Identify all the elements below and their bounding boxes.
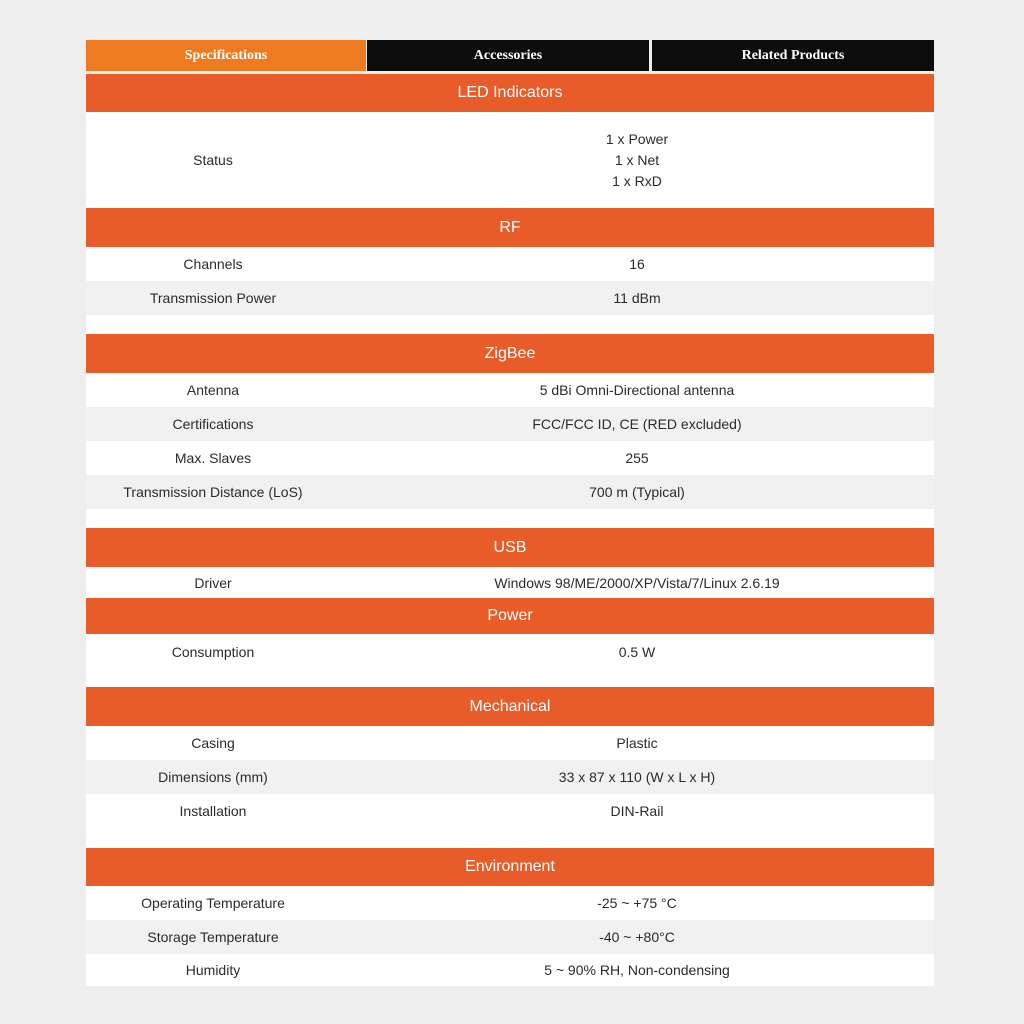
specifications-table bbox=[86, 74, 934, 986]
spec-value: 255 bbox=[625, 450, 649, 466]
status-value-net: 1 x Net bbox=[614, 151, 660, 168]
spec-label: Casing bbox=[191, 735, 235, 751]
spec-row-storage-temperature bbox=[86, 920, 934, 954]
spec-label: Driver bbox=[194, 574, 232, 591]
spec-label: Dimensions (mm) bbox=[158, 769, 268, 785]
spec-value bbox=[340, 112, 934, 208]
section-header-rf: RF bbox=[86, 208, 934, 247]
spec-value: FCC/FCC ID, CE (RED excluded) bbox=[532, 416, 742, 432]
spec-value: Windows 98/ME/2000/XP/Vista/7/Linux 2.6.19 bbox=[494, 574, 780, 591]
spec-row-driver bbox=[86, 567, 934, 598]
spec-row-dimensions bbox=[86, 760, 934, 794]
spec-row-max-slaves bbox=[86, 441, 934, 475]
spec-value: 5 dBi Omni-Directional antenna bbox=[539, 382, 735, 398]
spec-label: Certifications bbox=[172, 416, 254, 432]
section-header-environment: Environment bbox=[86, 848, 934, 886]
section-header-zigbee: ZigBee bbox=[86, 334, 934, 373]
spec-label: Storage Temperature bbox=[147, 929, 279, 945]
spec-label: Antenna bbox=[186, 382, 240, 398]
spec-label: Operating Temperature bbox=[141, 895, 285, 911]
spec-row-consumption bbox=[86, 634, 934, 669]
spec-row-installation bbox=[86, 794, 934, 828]
spec-value: 33 x 87 x 110 (W x L x H) bbox=[558, 769, 716, 785]
spec-value: 11 dBm bbox=[613, 290, 661, 306]
spec-label: Installation bbox=[179, 803, 247, 819]
spec-value: 0.5 W bbox=[618, 643, 656, 660]
spec-label: Transmission Distance (LoS) bbox=[123, 484, 303, 500]
tab-related-products[interactable]: Related Products bbox=[652, 40, 934, 71]
section-header-led-indicators: LED Indicators bbox=[86, 74, 934, 112]
spec-value: DIN-Rail bbox=[610, 803, 664, 819]
spec-label: Humidity bbox=[185, 962, 241, 978]
spec-label: Channels bbox=[183, 256, 243, 272]
spec-row-transmission-power bbox=[86, 281, 934, 315]
spec-row-casing bbox=[86, 726, 934, 760]
spec-value: -25 ~ +75 °C bbox=[597, 895, 677, 911]
spec-row-certifications bbox=[86, 407, 934, 441]
spec-label: Transmission Power bbox=[149, 290, 277, 306]
spec-row-operating-temperature bbox=[86, 886, 934, 920]
section-header-power: Power bbox=[86, 598, 934, 634]
spec-label: Status bbox=[193, 152, 233, 168]
spec-label: Max. Slaves bbox=[174, 450, 252, 466]
spec-row-antenna bbox=[86, 373, 934, 407]
status-value-rxd: 1 x RxD bbox=[612, 172, 662, 189]
status-value-power: 1 x Power bbox=[605, 130, 669, 147]
spec-label: Consumption bbox=[171, 643, 255, 660]
spec-row-humidity bbox=[86, 954, 934, 986]
spec-row-channels bbox=[86, 247, 934, 281]
tab-accessories[interactable]: Accessories bbox=[367, 40, 649, 71]
spec-row-transmission-distance bbox=[86, 475, 934, 509]
spec-value: -40 ~ +80°C bbox=[599, 929, 675, 945]
spec-value: 5 ~ 90% RH, Non-condensing bbox=[544, 962, 730, 978]
tab-specifications[interactable]: Specifications bbox=[86, 40, 366, 71]
section-header-mechanical: Mechanical bbox=[86, 687, 934, 726]
spec-value: Plastic bbox=[616, 735, 658, 751]
spec-value: 700 m (Typical) bbox=[589, 484, 685, 500]
spec-value: 16 bbox=[629, 256, 645, 272]
spec-row-status bbox=[86, 112, 934, 208]
section-header-usb: USB bbox=[86, 528, 934, 567]
tab-bar bbox=[86, 40, 934, 71]
